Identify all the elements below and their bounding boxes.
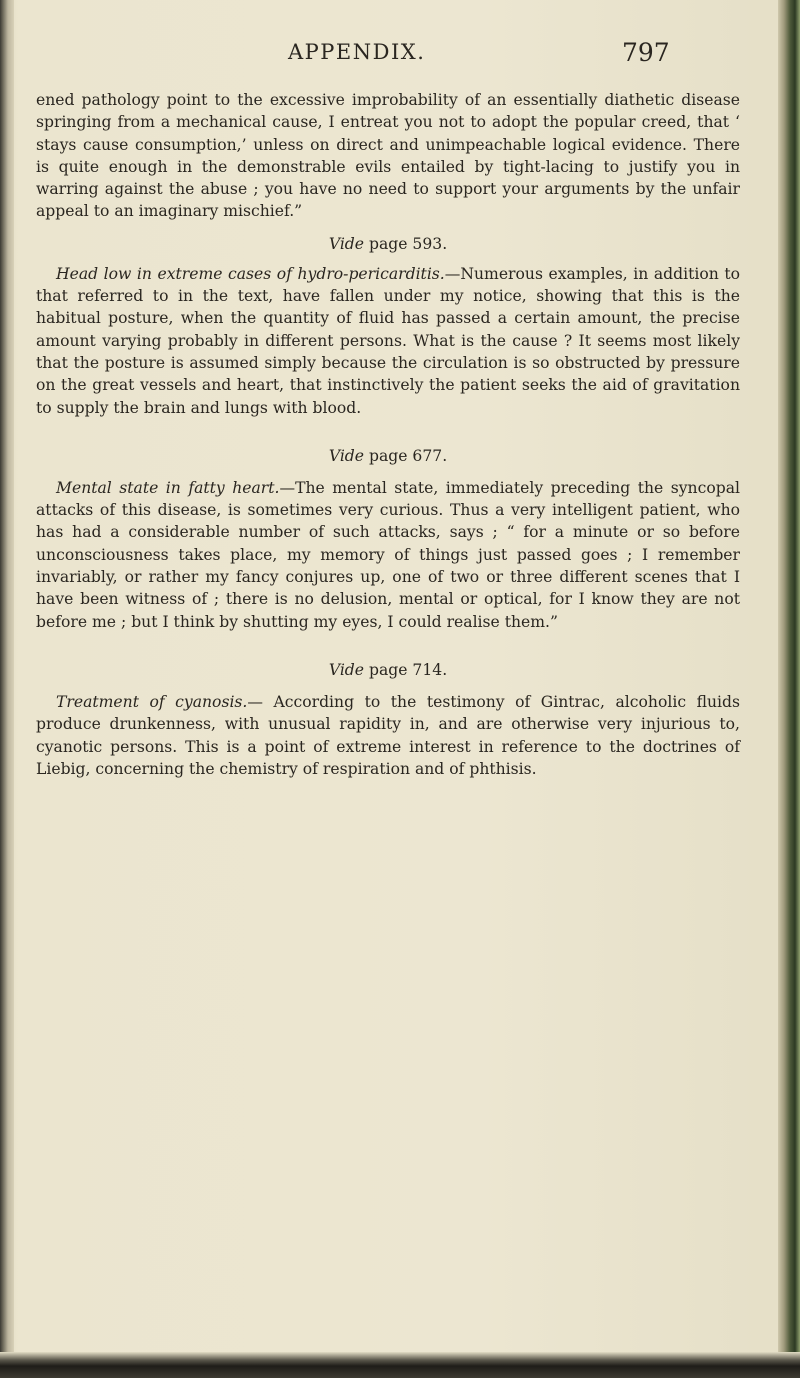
vide-word: Vide (328, 446, 365, 465)
vide-word: Vide (328, 234, 365, 253)
page-right-edge (778, 0, 800, 1378)
vide-reference-714 (36, 659, 740, 681)
section-text: —The mental state, immediately preceding the syncopal attacks of this disease, is sometimes very curious. Thus a very intelligent patient, who has had a considerable number of such attacks, says ; “ for a minute or so before unconsciousness takes place, my memory of things just passed goes ; I remember invariably, or rather my fancy conjures up, one of two or three different scenes that I have been witness of ; there is no delusion, mental or optical, for I know they are not before me ; but I think by shutting my eyes, I could realise them.” (36, 478, 740, 631)
opening-paragraph: ened pathology point to the excessive improbability of an essentially diathetic disease springing from a mechanical cause, I entreat you not to adopt the popular creed, that ‘ stays cause consumption,’ unless on direct and unimpeachable logical evidence. There is quite enough in the demonstrable evils entailed by tight-lacing to justify you in warring against the abuse ; you have no need to support your arguments by the unfair appeal to an imaginary mischief.” (36, 91, 740, 221)
running-head: APPENDIX. (288, 40, 426, 64)
vide-page: page 593. (368, 234, 448, 253)
vide-reference-677 (36, 445, 740, 467)
page-bottom-edge (0, 1352, 800, 1378)
page-binding-edge (0, 0, 14, 1378)
section-text: — According to the testimony of Gintrac, alcoholic fluids produce drunkenness, with unusual rapidity in, and are otherwise very injurious to, cyanotic persons. This is a point of extreme interest in reference to the doctrines of Liebig, concerning the chemistry of respiration and of phthisis. (36, 692, 740, 778)
section-heading: Treatment of cyanosis. (56, 692, 248, 711)
section-heading: Head low in extreme cases of hydro-pericarditis. (56, 264, 445, 283)
vide-page: page 714. (368, 660, 448, 679)
section-cyanosis (36, 691, 740, 780)
vide-page: page 677. (368, 446, 448, 465)
page-body (36, 89, 740, 780)
vide-reference-593 (36, 233, 740, 255)
page-number: 797 (622, 38, 670, 67)
page-header (0, 40, 800, 76)
vide-word: Vide (328, 660, 365, 679)
section-text: —Numerous examples, in addition to that referred to in the text, have fallen under my notice, showing that this is the habitual posture, when the quantity of fluid has passed a certain amount, the precise amount varying probably in different persons. What is the cause ? It seems most likely that the posture is assumed simply because the circulation is so obstructed by pressure on the great vessels and heart, that instinctively the patient seeks the aid of gravitation to supply the brain and lungs with blood. (36, 264, 740, 417)
section-fatty-heart (36, 477, 740, 633)
section-hydro-pericarditis (36, 263, 740, 419)
section-heading: Mental state in fatty heart. (56, 478, 280, 497)
